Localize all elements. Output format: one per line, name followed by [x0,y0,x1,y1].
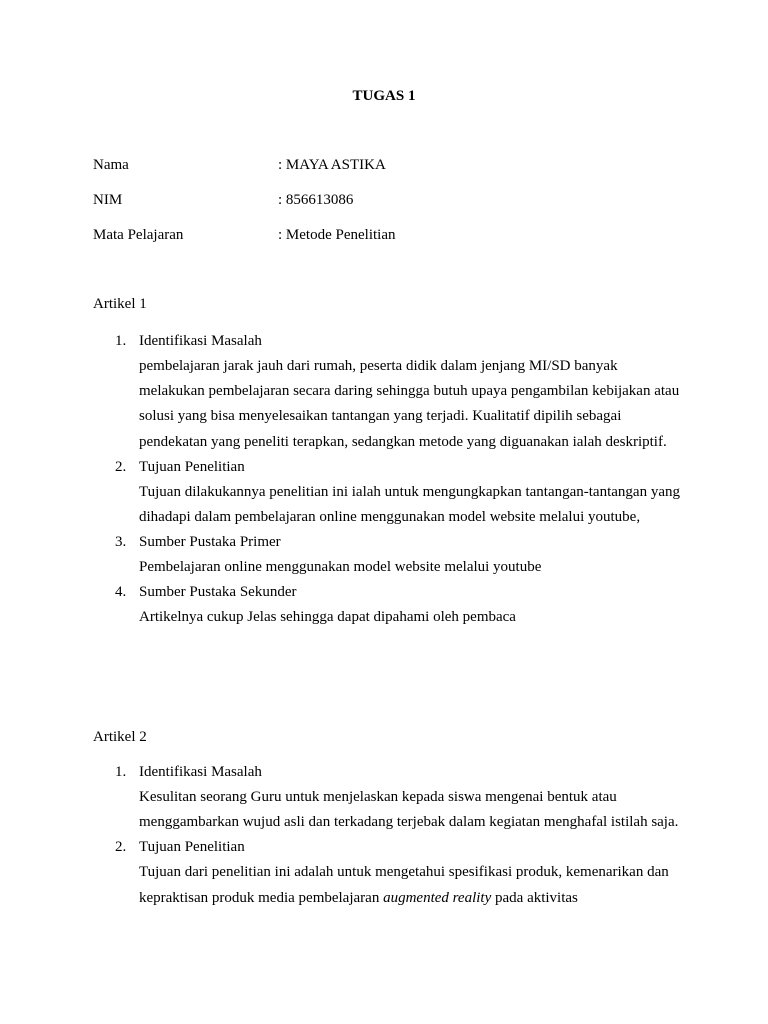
list-item [93,835,683,910]
item-title: Identifikasi Masalah [139,333,262,349]
item-title: Identifikasi Masalah [139,764,262,780]
item-body: pembelajaran jarak jauh dari rumah, peserta didik dalam jenjang MI/SD banyak melakukan pembelajaran secara daring sehingga butuh upaya pengambilan kebijakan atau solusi yang bisa menyelesaikan tantangan yang terjadi. Kualitatif dipilih sebagai pendekatan yang peneliti terapkan, sedangkan metode yang diguanakan ialah deskriptif. [139,358,680,450]
article-heading: Artikel 1 [93,296,147,312]
article-2-list [93,760,683,911]
list-number: 2. [115,458,127,475]
info-value: : 856613086 [278,192,354,208]
list-item [93,329,683,455]
item-title: Tujuan Penelitian [139,458,245,475]
info-row-nama [93,157,693,177]
list-number: 2. [115,839,127,856]
item-body: Artikelnya cukup Jelas sehingga dapat dipahami oleh pembaca [139,609,516,626]
item-body [139,860,683,910]
info-label: Mata Pelajaran [93,227,184,243]
list-number: 1. [115,764,127,780]
list-item [93,530,683,580]
item-title: Sumber Pustaka Sekunder [139,584,297,601]
item-title: Sumber Pustaka Primer [139,534,281,551]
info-label: NIM [93,192,123,208]
list-number: 1. [115,333,127,349]
list-number: 4. [115,584,127,601]
item-title: Tujuan Penelitian [139,839,245,856]
list-item [93,455,683,530]
article-heading: Artikel 2 [93,729,147,745]
body-italic-term: augmented reality [383,889,492,906]
list-item [93,760,683,835]
list-number: 3. [115,534,127,551]
body-text: pada aktivitas [491,889,578,906]
info-value: : Metode Penelitian [278,227,396,243]
article-1-list [93,329,683,631]
info-label: Nama [93,157,129,173]
info-row-mata-pelajaran [93,227,693,247]
info-value: : MAYA ASTIKA [278,157,386,173]
document-title: TUGAS 1 [352,88,416,104]
info-row-nim [93,192,693,212]
list-item [93,580,683,630]
body-text: Tujuan dari penelitian ini adalah untuk mengetahui spesifikasi produk, kemenarikan dan kepraktisan produk media pembelajaran [139,864,669,906]
item-body: Kesulitan seorang Guru untuk menjelaskan kepada siswa mengenai bentuk atau menggambarkan wujud asli dan terkadang terjebak dalam kegiatan menghafal istilah saja. [139,789,679,831]
item-body: Pembelajaran online menggunakan model website melalui youtube [139,559,542,576]
item-body: Tujuan dilakukannya penelitian ini ialah untuk mengungkapkan tantangan-tantangan yang dihadapi dalam pembelajaran online menggunakan model website melalui youtube, [139,483,680,526]
